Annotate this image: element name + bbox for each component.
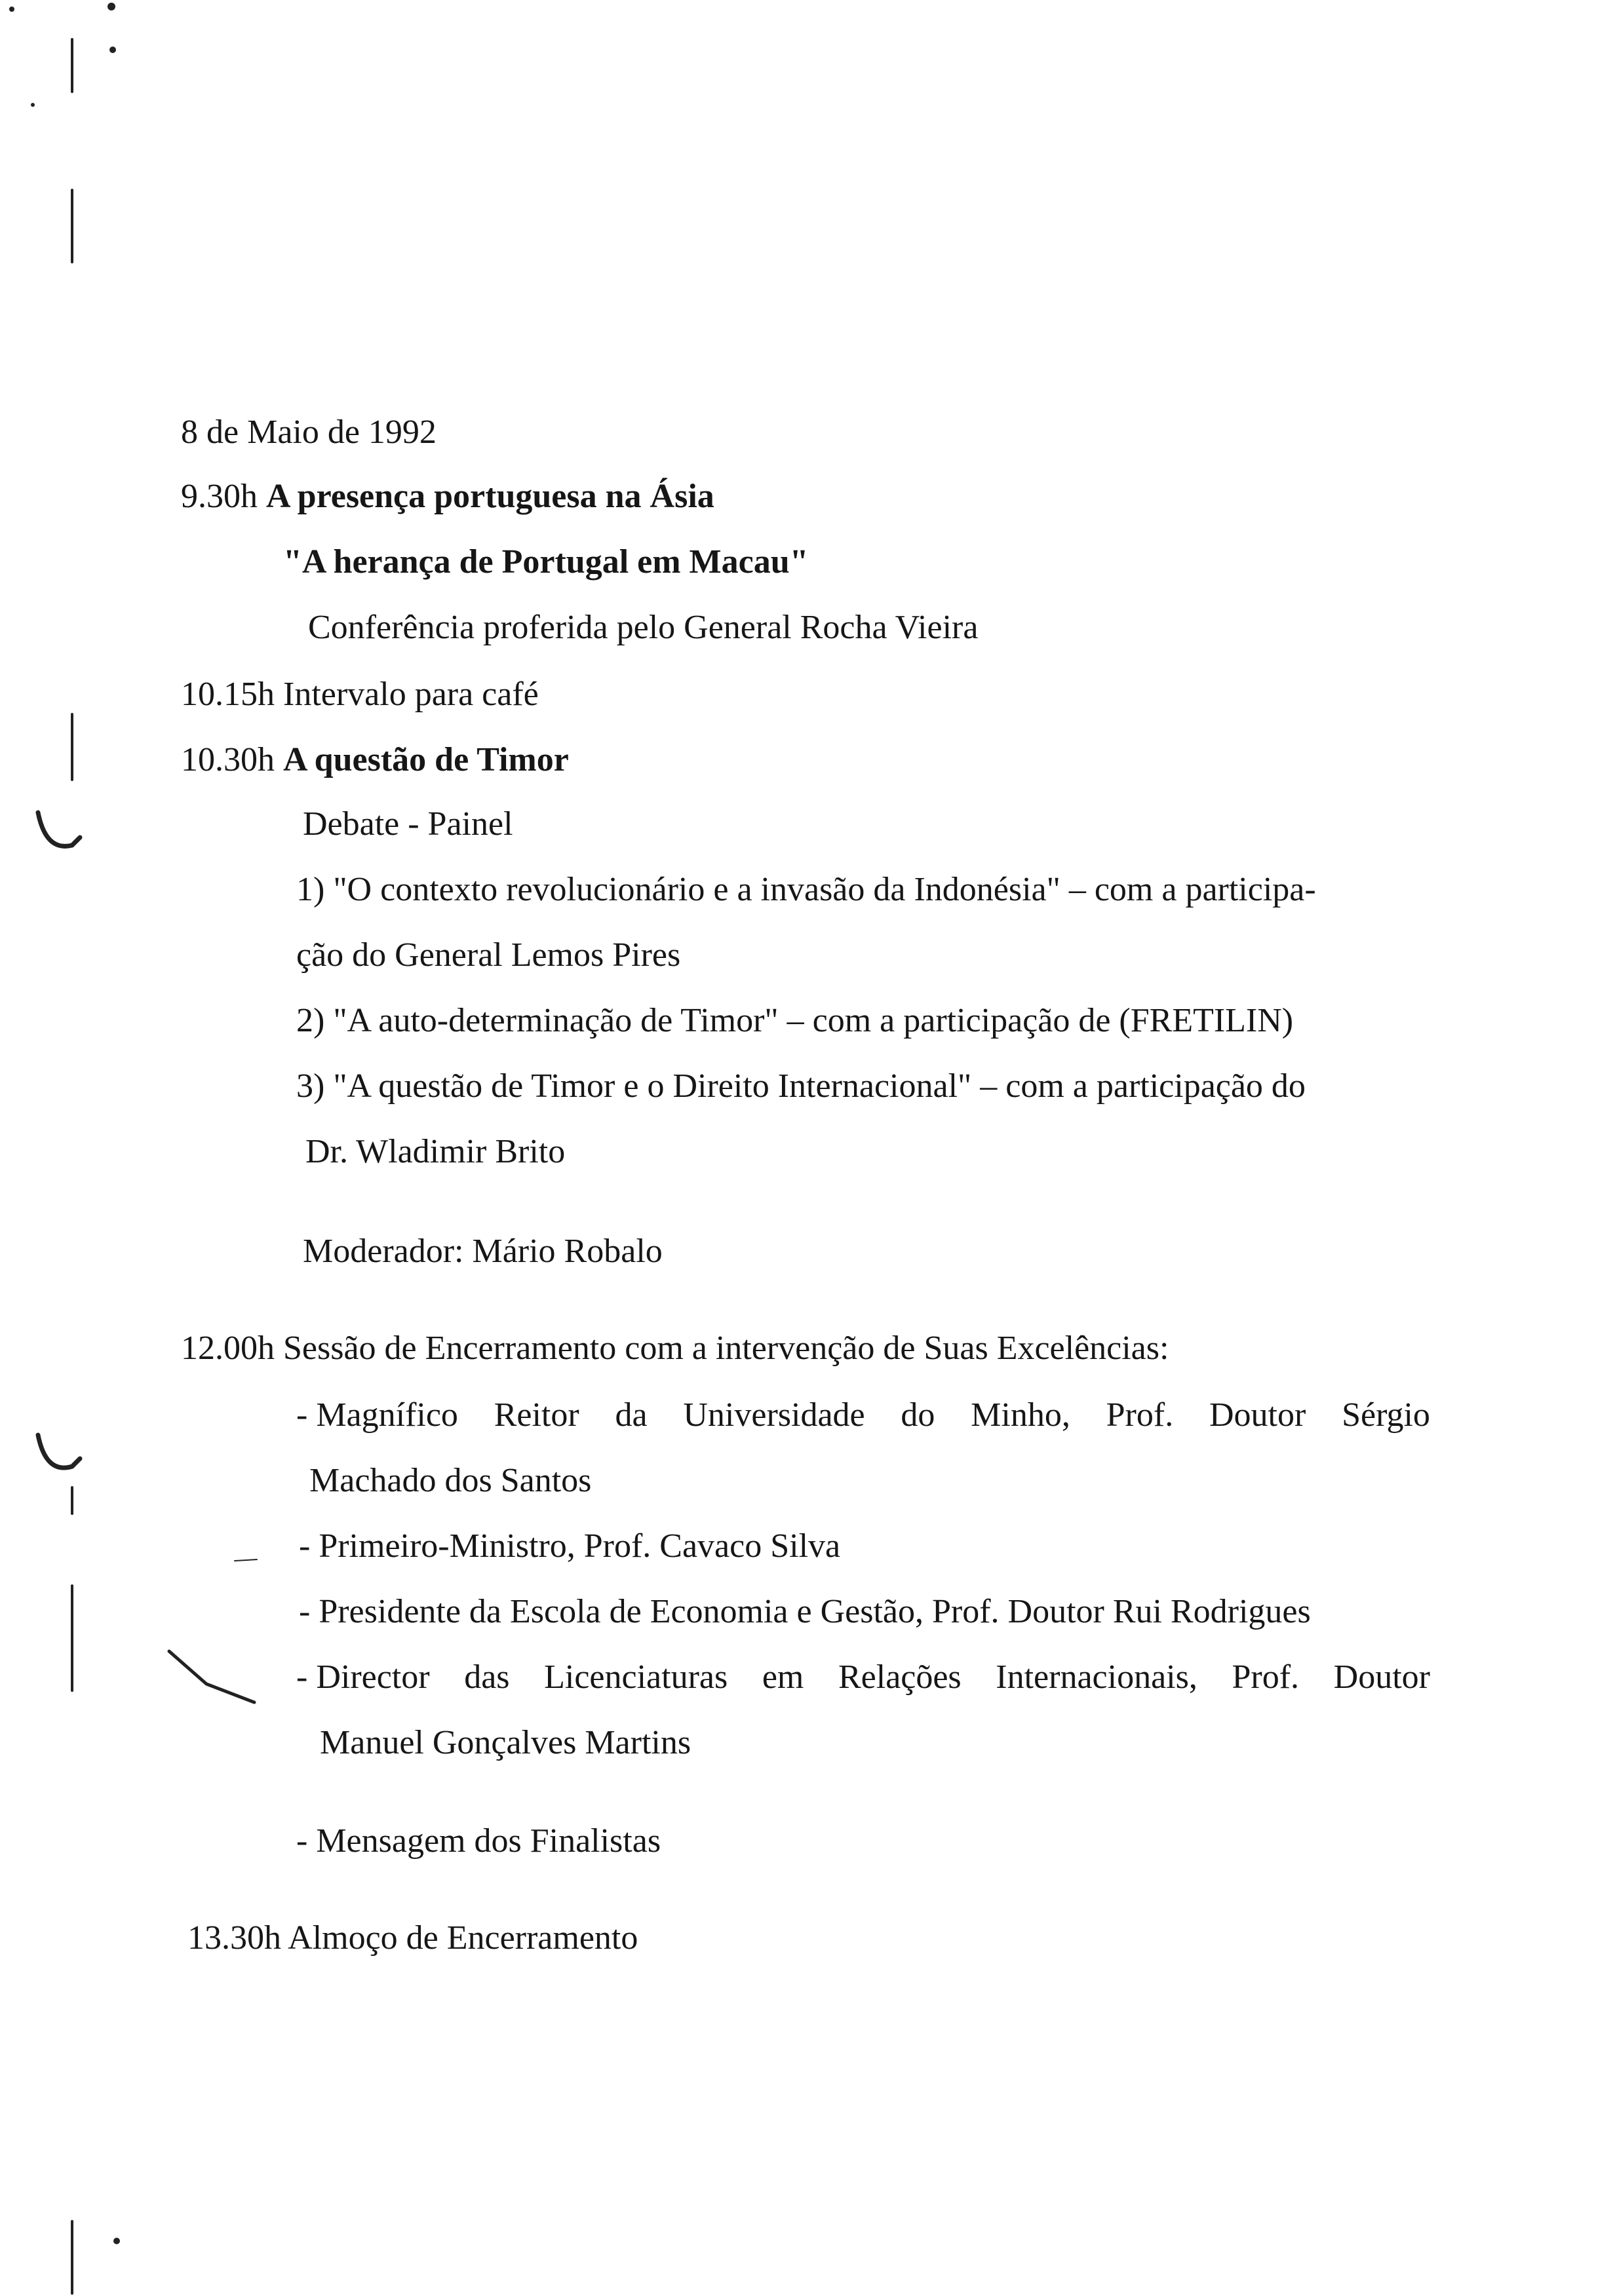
- time-label: 10.30h: [181, 741, 275, 778]
- session-title: Sessão de Encerramento com a intervenção de Suas Excelências:: [283, 1330, 1169, 1367]
- time-label: 13.30h: [187, 1919, 281, 1957]
- panel-topic-1-cont: ção do General Lemos Pires: [296, 936, 681, 974]
- speaker-4: - Director das Licenciaturas em Relações Internacionais, Prof. Doutor: [296, 1658, 1430, 1696]
- break-label: Intervalo para café: [283, 676, 539, 713]
- speaker-3: - Presidente da Escola de Economia e Gestão, Prof. Doutor Rui Rodrigues: [299, 1593, 1311, 1630]
- panel-topic-1: [296, 869, 1316, 911]
- date-heading: 8 de Maio de 1992: [181, 413, 437, 451]
- session-title: A questão de Timor: [283, 741, 569, 778]
- time-label: 9.30h: [181, 478, 258, 515]
- panel-topic-3: [296, 1065, 1306, 1107]
- item-number: 3): [296, 1067, 325, 1105]
- agenda-item-1330: [187, 1917, 638, 1959]
- moderator: Moderador: Mário Robalo: [303, 1233, 663, 1270]
- lunch-label: Almoço de Encerramento: [288, 1919, 638, 1957]
- lecture-title: "A herança de Portugal em Macau": [283, 543, 809, 581]
- speaker-1: - Magnífico Reitor da Universidade do Minho, Prof. Doutor Sérgio: [296, 1396, 1430, 1434]
- item-text: "A questão de Timor e o Direito Internacional" – com a participação do: [333, 1067, 1306, 1105]
- agenda-item-1030: [181, 739, 569, 781]
- item-number: 1): [296, 871, 325, 908]
- speaker-1-cont: Machado dos Santos: [309, 1462, 592, 1499]
- agenda-item-1015: [181, 674, 539, 716]
- item-text: "O contexto revolucionário e a invasão da Indonésia" – com a participa-: [333, 871, 1316, 908]
- panel-topic-2: [296, 1000, 1293, 1042]
- panel-topic-3-cont: Dr. Wladimir Brito: [305, 1133, 566, 1170]
- debate-label: Debate - Painel: [303, 805, 513, 843]
- speaker-2: - Primeiro-Ministro, Prof. Cavaco Silva: [299, 1527, 841, 1565]
- agenda-item-0930: [181, 476, 714, 518]
- item-number: 2): [296, 1002, 325, 1039]
- lecture-speaker: Conferência proferida pelo General Rocha Vieira: [308, 609, 979, 646]
- finalists-message: - Mensagem dos Finalistas: [296, 1822, 661, 1860]
- agenda-item-1200: [181, 1328, 1169, 1369]
- time-label: 10.15h: [181, 676, 275, 713]
- session-title: A presença portuguesa na Ásia: [266, 478, 714, 515]
- item-text: "A auto-determinação de Timor" – com a participação de (FRETILIN): [333, 1002, 1294, 1039]
- time-label: 12.00h: [181, 1330, 275, 1367]
- speaker-4-cont: Manuel Gonçalves Martins: [320, 1724, 691, 1761]
